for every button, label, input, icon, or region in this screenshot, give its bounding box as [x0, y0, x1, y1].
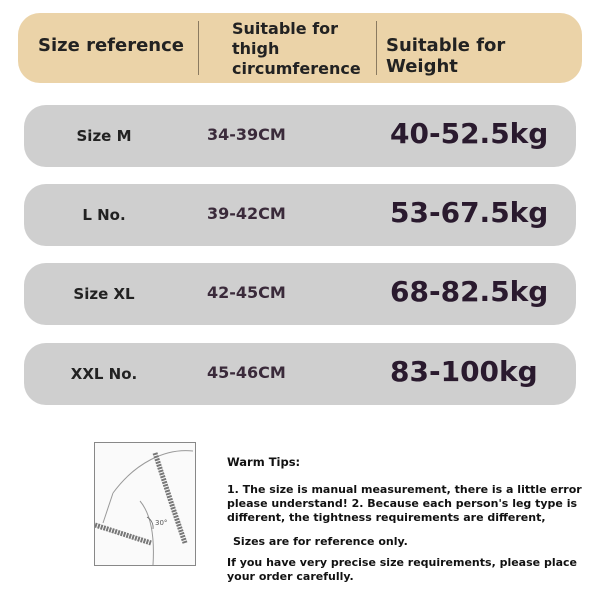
- size-label: Size XL: [73, 285, 135, 303]
- thigh-range: 39-42CM: [207, 204, 286, 223]
- knee-tape-illustration: [95, 443, 195, 565]
- size-row-xl: [24, 263, 576, 325]
- warm-tips: [227, 455, 587, 584]
- header-divider: [198, 21, 199, 75]
- header-thigh-circumference: Suitable for thigh circumference: [232, 19, 361, 78]
- size-table-header: [18, 13, 582, 83]
- thigh-range: 42-45CM: [207, 283, 286, 302]
- size-label: XXL No.: [70, 365, 138, 383]
- size-row-l: [24, 184, 576, 246]
- size-row-xxl: [24, 343, 576, 405]
- angle-label: 30°: [155, 519, 168, 527]
- header-divider: [376, 21, 377, 75]
- size-label: Size M: [76, 127, 132, 145]
- weight-range: 68-82.5kg: [390, 275, 549, 308]
- weight-range: 40-52.5kg: [390, 117, 549, 150]
- weight-range: 53-67.5kg: [390, 196, 549, 229]
- tips-paragraph-3: If you have very precise size requirements, please place your order carefully.: [227, 556, 577, 583]
- tips-paragraph-2: Sizes are for reference only.: [233, 535, 408, 548]
- tips-title: Warm Tips:: [227, 455, 301, 469]
- thigh-range: 34-39CM: [207, 125, 286, 144]
- leg-measurement-diagram: [94, 442, 196, 566]
- size-label: L No.: [82, 206, 126, 224]
- header-weight: Suitable for Weight: [386, 35, 506, 77]
- weight-range: 83-100kg: [390, 355, 538, 388]
- thigh-range: 45-46CM: [207, 363, 286, 382]
- header-size-reference: Size reference: [38, 35, 184, 56]
- size-row-m: [24, 105, 576, 167]
- tips-paragraph-1: 1. The size is manual measurement, there is a little error please understand! 2. Because each person's leg type is different, the tightness requirements are different,: [227, 483, 582, 524]
